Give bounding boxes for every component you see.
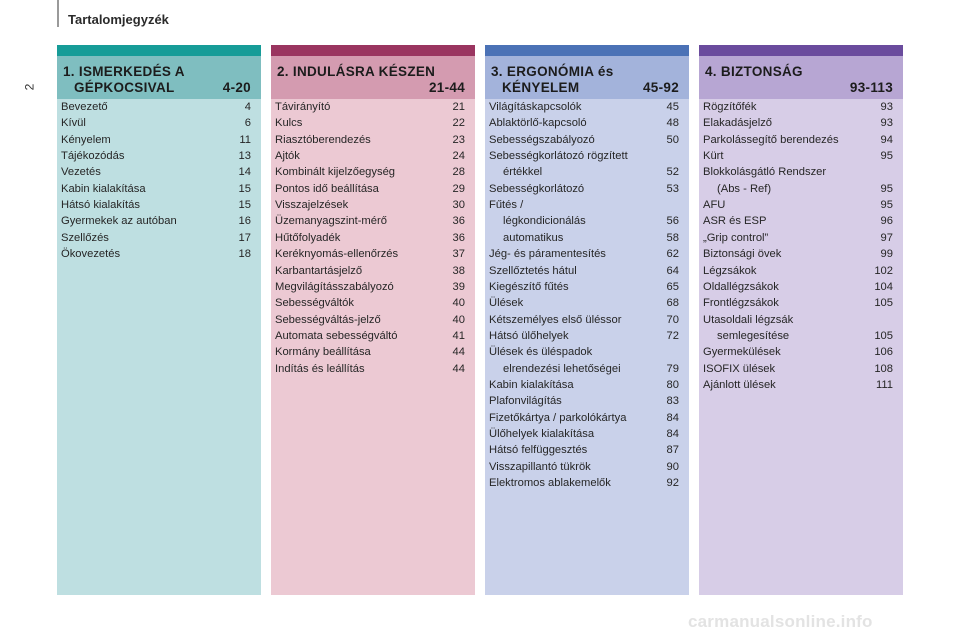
- section-header[interactable]: [485, 56, 689, 99]
- watermark-text: carmanualsonline.info: [688, 612, 873, 631]
- toc-entry-page: 84: [666, 428, 679, 440]
- toc-entry-label: Riasztóberendezés: [275, 133, 371, 146]
- section-column-3: [485, 45, 689, 595]
- toc-entry-label: Kormány beállítása: [275, 346, 371, 359]
- toc-entry-label: légkondicionálás: [503, 215, 586, 228]
- section-column-2: [271, 45, 475, 595]
- section-color-bar: [485, 45, 689, 56]
- toc-entry-label: Sebességszabályozó: [489, 133, 595, 146]
- toc-entry[interactable]: [61, 181, 251, 197]
- toc-entry[interactable]: [489, 148, 679, 164]
- toc-entry-page: 72: [666, 329, 679, 342]
- toc-entry-label: Kombinált kijelzőegység: [275, 166, 396, 179]
- toc-entry-page: 84: [666, 411, 679, 424]
- toc-entry-label: Sebességváltás-jelző: [275, 313, 381, 326]
- toc-entry-label: Sebességváltók: [275, 297, 354, 310]
- section-page-range: 21-44: [428, 80, 465, 95]
- section-title: 4. BIZTONSÁG: [705, 64, 803, 79]
- toc-entry-page: 44: [452, 346, 465, 359]
- toc-entry-page: 93: [880, 117, 893, 130]
- section-page-range: 4-20: [222, 80, 251, 95]
- toc-entry-page: 93: [880, 101, 893, 113]
- toc-entry[interactable]: [489, 459, 679, 475]
- toc-entry[interactable]: [489, 442, 679, 458]
- section-page-range: 45-92: [642, 80, 679, 95]
- toc-entry-label: Üzemanyagszint-mérő: [275, 215, 387, 228]
- toc-entry[interactable]: [489, 328, 679, 344]
- section-items: [699, 99, 903, 595]
- toc-entry-page: 106: [874, 346, 893, 359]
- toc-entry-label: Pontos idő beállítása: [275, 182, 379, 195]
- toc-entry-page: 70: [666, 313, 679, 326]
- toc-entry-label: Kürt: [703, 150, 724, 163]
- toc-entry-label: semlegesítése: [717, 329, 790, 342]
- toc-entry-label: Szellőztetés hátul: [489, 264, 577, 277]
- toc-entry-label: Gyermekülések: [703, 346, 781, 359]
- toc-entry-page: 36: [452, 215, 465, 228]
- toc-entry-page: 102: [874, 264, 893, 277]
- toc-entry-label: Bevezető: [61, 101, 108, 113]
- toc-entry-page: 58: [666, 231, 679, 244]
- toc-entry-label: Fizetőkártya / parkolókártya: [489, 411, 627, 424]
- toc-entry-page: 6: [244, 117, 251, 130]
- toc-entry-page: 104: [874, 280, 893, 293]
- section-page-range: 93-113: [849, 80, 893, 95]
- toc-entry[interactable]: [703, 164, 893, 180]
- section-items: [271, 99, 475, 595]
- toc-entry-page: 64: [666, 264, 679, 277]
- toc-entry[interactable]: [275, 164, 465, 180]
- section-header[interactable]: [699, 56, 903, 99]
- header-rule: [57, 0, 59, 27]
- toc-entry[interactable]: [503, 213, 679, 229]
- toc-entry-label: Világításkapcsolók: [489, 101, 582, 113]
- toc-entry-page: 23: [452, 133, 465, 146]
- toc-entry-page: 105: [874, 329, 893, 342]
- toc-entry[interactable]: [61, 197, 251, 213]
- toc-entry-label: Megvilágításszabályozó: [275, 280, 394, 293]
- toc-entry-label: Kiegészítő fűtés: [489, 280, 569, 293]
- toc-entry-page: 15: [238, 182, 251, 195]
- toc-entry[interactable]: [275, 312, 465, 328]
- toc-entry-label: Gyermekek az autóban: [61, 215, 177, 228]
- toc-entry[interactable]: [61, 230, 251, 246]
- toc-entry[interactable]: [489, 115, 679, 131]
- toc-entry[interactable]: [703, 295, 893, 311]
- toc-entry[interactable]: [703, 99, 893, 115]
- toc-entry-page: 53: [666, 182, 679, 195]
- toc-entry-label: Karbantartásjelző: [275, 264, 363, 277]
- toc-entry[interactable]: [489, 410, 679, 426]
- toc-entry-label: Visszapillantó tükrök: [489, 460, 591, 473]
- toc-entry[interactable]: [275, 132, 465, 148]
- toc-entry[interactable]: [503, 164, 679, 180]
- toc-entry-label: értékkel: [503, 166, 543, 179]
- toc-entry-page: 11: [239, 133, 251, 146]
- toc-entry-label: Visszajelzések: [275, 199, 349, 212]
- toc-entry-page: 62: [666, 248, 679, 261]
- toc-entry[interactable]: [275, 246, 465, 262]
- section-title: 2. INDULÁSRA KÉSZEN: [277, 64, 436, 79]
- toc-entry-page: 96: [880, 215, 893, 228]
- section-color-bar: [699, 45, 903, 56]
- toc-entry[interactable]: [61, 246, 251, 262]
- toc-entry-page: 80: [666, 378, 679, 391]
- toc-entry-label: Kabin kialakítása: [489, 378, 574, 391]
- toc-entry-label: (Abs - Ref): [717, 182, 772, 195]
- toc-entry-page: 13: [238, 150, 251, 163]
- toc-entry-page: 52: [666, 166, 679, 179]
- toc-entry[interactable]: [489, 181, 679, 197]
- toc-entry-label: AFU: [703, 199, 726, 212]
- toc-entry-page: 40: [452, 313, 465, 326]
- toc-entry-label: Ülések: [489, 297, 524, 310]
- toc-entry[interactable]: [275, 361, 465, 377]
- toc-entry-label: Ajtók: [275, 150, 300, 163]
- toc-entry-label: Ajánlott ülések: [703, 378, 776, 391]
- toc-entry-label: Elakadásjelző: [703, 117, 773, 130]
- toc-entry-page: 48: [666, 117, 679, 130]
- toc-entry-page: 90: [666, 460, 679, 473]
- toc-entry-label: Frontlégzsákok: [703, 297, 779, 310]
- toc-entry-page: 17: [238, 231, 251, 244]
- toc-entry[interactable]: [703, 377, 893, 393]
- section-color-bar: [57, 45, 261, 56]
- toc-entry[interactable]: [703, 361, 893, 377]
- toc-entry[interactable]: [489, 263, 679, 279]
- toc-entry[interactable]: [703, 279, 893, 295]
- toc-entry[interactable]: [703, 246, 893, 262]
- toc-entry-page: 111: [875, 378, 893, 391]
- toc-entry-page: 38: [452, 264, 465, 277]
- toc-entry-page: 92: [666, 477, 679, 490]
- toc-entry[interactable]: [703, 197, 893, 213]
- toc-entry-page: 99: [880, 248, 893, 261]
- toc-entry-page: 29: [452, 182, 465, 195]
- toc-entry-page: 68: [666, 297, 679, 310]
- toc-entry[interactable]: [717, 181, 893, 197]
- toc-entry[interactable]: [703, 132, 893, 148]
- toc-entry-page: 28: [452, 166, 465, 179]
- toc-entry[interactable]: [489, 312, 679, 328]
- toc-entry[interactable]: [275, 279, 465, 295]
- toc-entry[interactable]: [503, 230, 679, 246]
- toc-entry-page: 15: [238, 199, 251, 212]
- toc-entry[interactable]: [61, 115, 251, 131]
- toc-entry-label: Ülések és üléspadok: [489, 346, 593, 359]
- toc-entry[interactable]: [489, 197, 679, 213]
- toc-entry-page: 94: [880, 133, 893, 146]
- toc-entry[interactable]: [703, 344, 893, 360]
- toc-entry-label: Hátsó ülőhelyek: [489, 329, 569, 342]
- toc-entry[interactable]: [489, 344, 679, 360]
- toc-entry-label: Sebességkorlátozó: [489, 182, 585, 195]
- toc-entry[interactable]: [717, 328, 893, 344]
- toc-entry[interactable]: [503, 361, 679, 377]
- section-color-bar: [271, 45, 475, 56]
- section-title: 3. ERGONÓMIA és: [491, 64, 614, 79]
- section-column-1: [57, 45, 261, 595]
- toc-entry-label: Ökovezetés: [61, 248, 121, 261]
- toc-entry[interactable]: [703, 213, 893, 229]
- toc-entry-page: 40: [452, 297, 465, 310]
- section-column-4: [699, 45, 903, 595]
- page-title: Tartalomjegyzék: [68, 12, 169, 27]
- toc-entry[interactable]: [489, 99, 679, 115]
- toc-entry-label: Oldallégzsákok: [703, 280, 779, 293]
- toc-entry-page: 87: [666, 444, 679, 457]
- toc-entry-page: 97: [880, 231, 893, 244]
- toc-entry-label: Ülőhelyek kialakítása: [489, 428, 595, 440]
- toc-entry[interactable]: [489, 475, 679, 491]
- toc-entry-page: 79: [666, 362, 679, 375]
- toc-entry-page: 24: [452, 150, 465, 163]
- toc-entry[interactable]: [61, 132, 251, 148]
- toc-entry-page: 16: [238, 215, 251, 228]
- toc-entry-page: 39: [452, 280, 465, 293]
- toc-entry-label: elrendezési lehetőségei: [503, 362, 621, 375]
- toc-entry-label: Fűtés /: [489, 199, 524, 212]
- toc-entry-label: „Grip control”: [703, 231, 769, 244]
- toc-entry-label: ISOFIX ülések: [703, 362, 776, 375]
- toc-entry-label: Jég- és páramentesítés: [489, 248, 606, 261]
- toc-entry-page: 21: [452, 101, 465, 113]
- toc-entry-label: Indítás és leállítás: [275, 362, 365, 375]
- toc-entry[interactable]: [703, 230, 893, 246]
- toc-entry-label: Parkolássegítő berendezés: [703, 133, 839, 146]
- section-title-line2: GÉPKOCSIVAL: [74, 80, 175, 95]
- toc-entry[interactable]: [275, 230, 465, 246]
- section-title-line2: KÉNYELEM: [502, 80, 580, 95]
- toc-entry[interactable]: [489, 377, 679, 393]
- toc-entry-label: Vezetés: [61, 166, 101, 179]
- toc-entry-label: Kétszemélyes első üléssor: [489, 313, 622, 326]
- toc-entry[interactable]: [275, 99, 465, 115]
- toc-entry-label: Keréknyomás-ellenőrzés: [275, 248, 399, 261]
- section-header[interactable]: [271, 56, 475, 99]
- toc-entry-label: Kényelem: [61, 133, 111, 146]
- toc-entry-page: 50: [666, 133, 679, 146]
- section-header[interactable]: [57, 56, 261, 99]
- toc-entry[interactable]: [275, 213, 465, 229]
- toc-entry-label: automatikus: [503, 231, 564, 244]
- toc-entry[interactable]: [275, 148, 465, 164]
- toc-entry[interactable]: [275, 295, 465, 311]
- toc-entry[interactable]: [275, 115, 465, 131]
- toc-entry-label: Kulcs: [275, 117, 303, 130]
- toc-entry-page: 108: [874, 362, 893, 375]
- toc-entry[interactable]: [489, 426, 679, 442]
- toc-entry-label: Távirányító: [275, 101, 331, 113]
- toc-entry-page: 4: [244, 101, 251, 113]
- section-title: 1. ISMERKEDÉS A: [63, 64, 185, 79]
- toc-entry[interactable]: [703, 115, 893, 131]
- toc-entry-label: Biztonsági övek: [703, 248, 782, 261]
- toc-entry-label: Rögzítőfék: [703, 101, 757, 113]
- toc-entry[interactable]: [703, 148, 893, 164]
- toc-entry[interactable]: [275, 328, 465, 344]
- toc-entry-label: Kívül: [61, 117, 86, 130]
- toc-entry-page: 95: [880, 182, 893, 195]
- toc-entry-page: 44: [452, 362, 465, 375]
- toc-entry-label: Tájékozódás: [61, 150, 125, 163]
- toc-entry-label: ASR és ESP: [703, 215, 767, 228]
- page-number: 2: [22, 83, 37, 91]
- toc-entry[interactable]: [489, 279, 679, 295]
- toc-entry[interactable]: [703, 263, 893, 279]
- toc-entry-label: Hátsó kialakítás: [61, 199, 140, 212]
- toc-entry-page: 56: [666, 215, 679, 228]
- toc-entry-label: Szellőzés: [61, 231, 109, 244]
- toc-entry-label: Légzsákok: [703, 264, 757, 277]
- toc-entry-page: 41: [452, 329, 465, 342]
- toc-entry[interactable]: [489, 393, 679, 409]
- toc-entry-page: 36: [452, 231, 465, 244]
- toc-entry-page: 30: [452, 199, 465, 212]
- toc-entry[interactable]: [275, 181, 465, 197]
- toc-entry-page: 83: [666, 395, 679, 408]
- toc-entry[interactable]: [489, 246, 679, 262]
- toc-entry[interactable]: [61, 148, 251, 164]
- toc-entry[interactable]: [275, 344, 465, 360]
- toc-entry[interactable]: [275, 263, 465, 279]
- toc-entry-page: 22: [452, 117, 465, 130]
- toc-entry[interactable]: [61, 164, 251, 180]
- toc-entry[interactable]: [61, 213, 251, 229]
- toc-entry-page: 45: [666, 101, 679, 113]
- toc-entry-label: Elektromos ablakemelők: [489, 477, 611, 490]
- toc-entry[interactable]: [489, 132, 679, 148]
- toc-entry[interactable]: [275, 197, 465, 213]
- toc-entry-label: Hűtőfolyadék: [275, 231, 341, 244]
- toc-entry[interactable]: [61, 99, 251, 115]
- toc-entry[interactable]: [703, 312, 893, 328]
- toc-entry-page: 18: [238, 248, 251, 261]
- section-items: [485, 99, 689, 595]
- toc-entry-page: 95: [880, 150, 893, 163]
- toc-entry-label: Utasoldali légzsák: [703, 313, 794, 326]
- toc-entry-label: Sebességkorlátozó rögzített: [489, 150, 628, 163]
- toc-entry-page: 105: [874, 297, 893, 310]
- toc-entry[interactable]: [489, 295, 679, 311]
- toc-entry-label: Blokkolásgátló Rendszer: [703, 166, 827, 179]
- section-items: [57, 99, 261, 595]
- toc-entry-page: 65: [666, 280, 679, 293]
- toc-entry-label: Plafonvilágítás: [489, 395, 562, 408]
- toc-entry-page: 37: [452, 248, 465, 261]
- toc-entry-label: Ablaktörlő-kapcsoló: [489, 117, 587, 130]
- toc-entry-label: Kabin kialakítása: [61, 182, 146, 195]
- toc-entry-page: 14: [238, 166, 251, 179]
- toc-entry-label: Automata sebességváltó: [275, 329, 398, 342]
- toc-entry-page: 95: [880, 199, 893, 212]
- toc-entry-label: Hátsó felfüggesztés: [489, 444, 588, 457]
